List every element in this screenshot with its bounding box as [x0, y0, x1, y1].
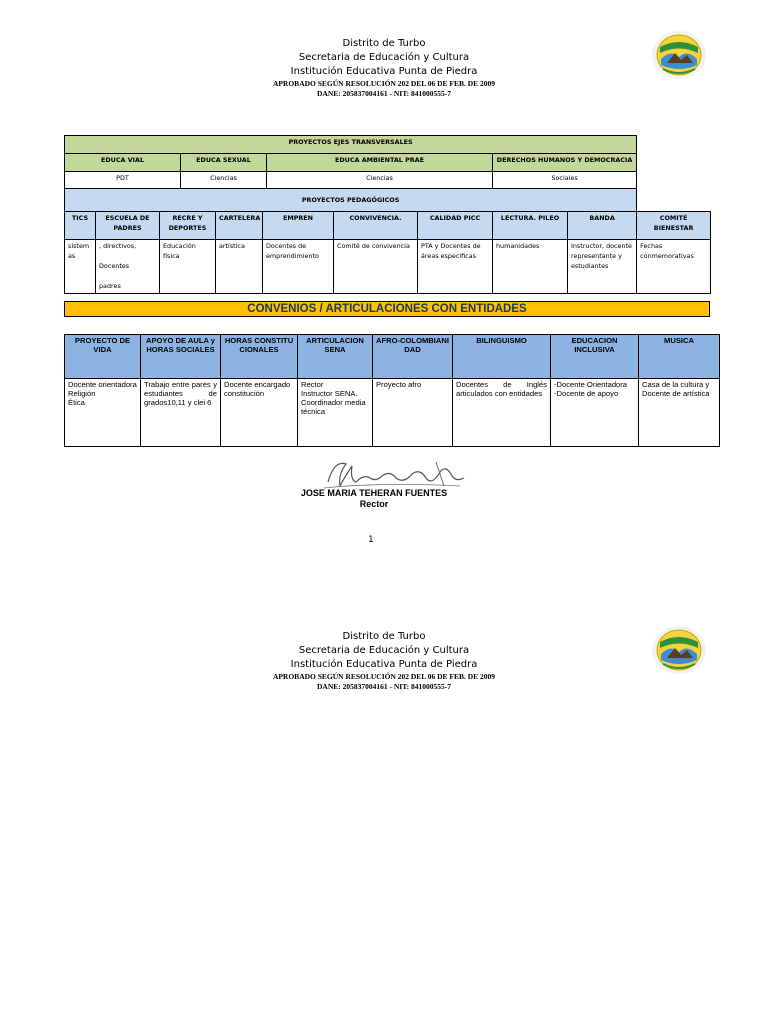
header-secretary: Secretaria de Educación y Cultura [298, 52, 470, 63]
header-institution: Institución Educativa Punta de Piedra [290, 66, 478, 77]
ped-value: artística [216, 240, 263, 294]
agreement-header: HORAS CONSTITUCIONALES [221, 335, 298, 379]
school-logo [651, 624, 707, 676]
ped-value: PTA y Docentes de áreas especificas [418, 240, 493, 294]
ped-value: Instructor, docente representante y estudiantes [568, 240, 637, 294]
ped-value: humanidades [493, 240, 568, 294]
agreement-value: Docentes de Inglés articulados con entidades [453, 379, 551, 447]
agreement-value: Casa de la cultura y Docente de artística [639, 379, 720, 447]
header-institution: Institución Educativa Punta de Piedra [290, 659, 478, 670]
ped-header: EMPREN [263, 212, 334, 240]
agreement-value: Docente orientadora Religión Ética [65, 379, 141, 447]
ped-header: ESCUELA DE PADRES [96, 212, 160, 240]
ped-header: BANDA [568, 212, 637, 240]
agreement-header: APOYO DE AULA y HORAS SOCIALES [141, 335, 221, 379]
ped-header: CONVIVENCIA. [334, 212, 418, 240]
page-number: 1 [368, 535, 374, 545]
transversal-title: PROYECTOS EJES TRANSVERSALES [65, 136, 637, 154]
axis-value: Sociales [493, 172, 637, 189]
ped-value: Comité de convivencia [334, 240, 418, 294]
header-resolution: APROBADO SEGÚN RESOLUCIÓN 202 DEL 06 DE FEB. DE 2009 [272, 79, 496, 88]
agreements-table [64, 334, 720, 447]
axis-header: EDUCA AMBIENTAL PRAE [267, 154, 493, 172]
signer-role: Rector [359, 499, 389, 509]
header-dane: DANE: 205837004161 - NIT: 841000555-7 [316, 89, 452, 98]
ped-value: Docentes de emprendimiento [263, 240, 334, 294]
ped-value: sistemas [65, 240, 96, 294]
agreement-header: EDUCACION INCLUSIVA [551, 335, 639, 379]
convenios-title: CONVENIOS / ARTICULACIONES CON ENTIDADES [64, 301, 710, 317]
transversal-projects-table [64, 135, 711, 294]
axis-value: Ciencias [181, 172, 267, 189]
ped-value: , directivos, Docentes padres [96, 240, 160, 294]
axis-value: PDT [65, 172, 181, 189]
header-secretary: Secretaria de Educación y Cultura [298, 645, 470, 656]
agreement-header: BILINGUISMO [453, 335, 551, 379]
ped-header: RECRE Y DEPORTES [160, 212, 216, 240]
school-logo [651, 29, 707, 81]
ped-header: CARTELERA [216, 212, 263, 240]
agreement-value: Rector Instructor SENA. Coordinador media técnica [298, 379, 373, 447]
agreement-header: MUSICA [639, 335, 720, 379]
axis-header: EDUCA VIAL [65, 154, 181, 172]
ped-header: COMITÉ BIENESTAR [637, 212, 711, 240]
ped-value: Fechas conmemorativas [637, 240, 711, 294]
agreement-header: AFRO-COLOMBIANIDAD [373, 335, 453, 379]
axis-header: EDUCA SEXUAL [181, 154, 267, 172]
pedagogical-title: PROYECTOS PEDAGÓGICOS [65, 189, 637, 212]
ped-header: LECTURA. PILEO [493, 212, 568, 240]
header-district: Distrito de Turbo [342, 38, 426, 49]
ped-header: CALIDAD PICC [418, 212, 493, 240]
agreement-value: Proyecto afro [373, 379, 453, 447]
agreement-value: Trabajo entre pares y estudiantes de grados10,11 y clei 6 [141, 379, 221, 447]
signer-name: JOSE MARIA TEHERAN FUENTES [300, 488, 448, 498]
axis-value: Ciencias [267, 172, 493, 189]
header-dane: DANE: 205837004161 - NIT: 841000555-7 [316, 682, 452, 691]
ped-value: Educación física [160, 240, 216, 294]
header-resolution: APROBADO SEGÚN RESOLUCIÓN 202 DEL 06 DE FEB. DE 2009 [272, 672, 496, 681]
ped-header: TICS [65, 212, 96, 240]
header-district: Distrito de Turbo [342, 631, 426, 642]
axis-header: DERECHOS HUMANOS Y DEMOCRACIA [493, 154, 637, 172]
agreement-value: -Docente Orientadora -Docente de apoyo [551, 379, 639, 447]
agreement-header: PROYECTO DE VIDA [65, 335, 141, 379]
agreement-value: Docente encargado constitución [221, 379, 298, 447]
agreement-header: ARTICULACION SENA [298, 335, 373, 379]
